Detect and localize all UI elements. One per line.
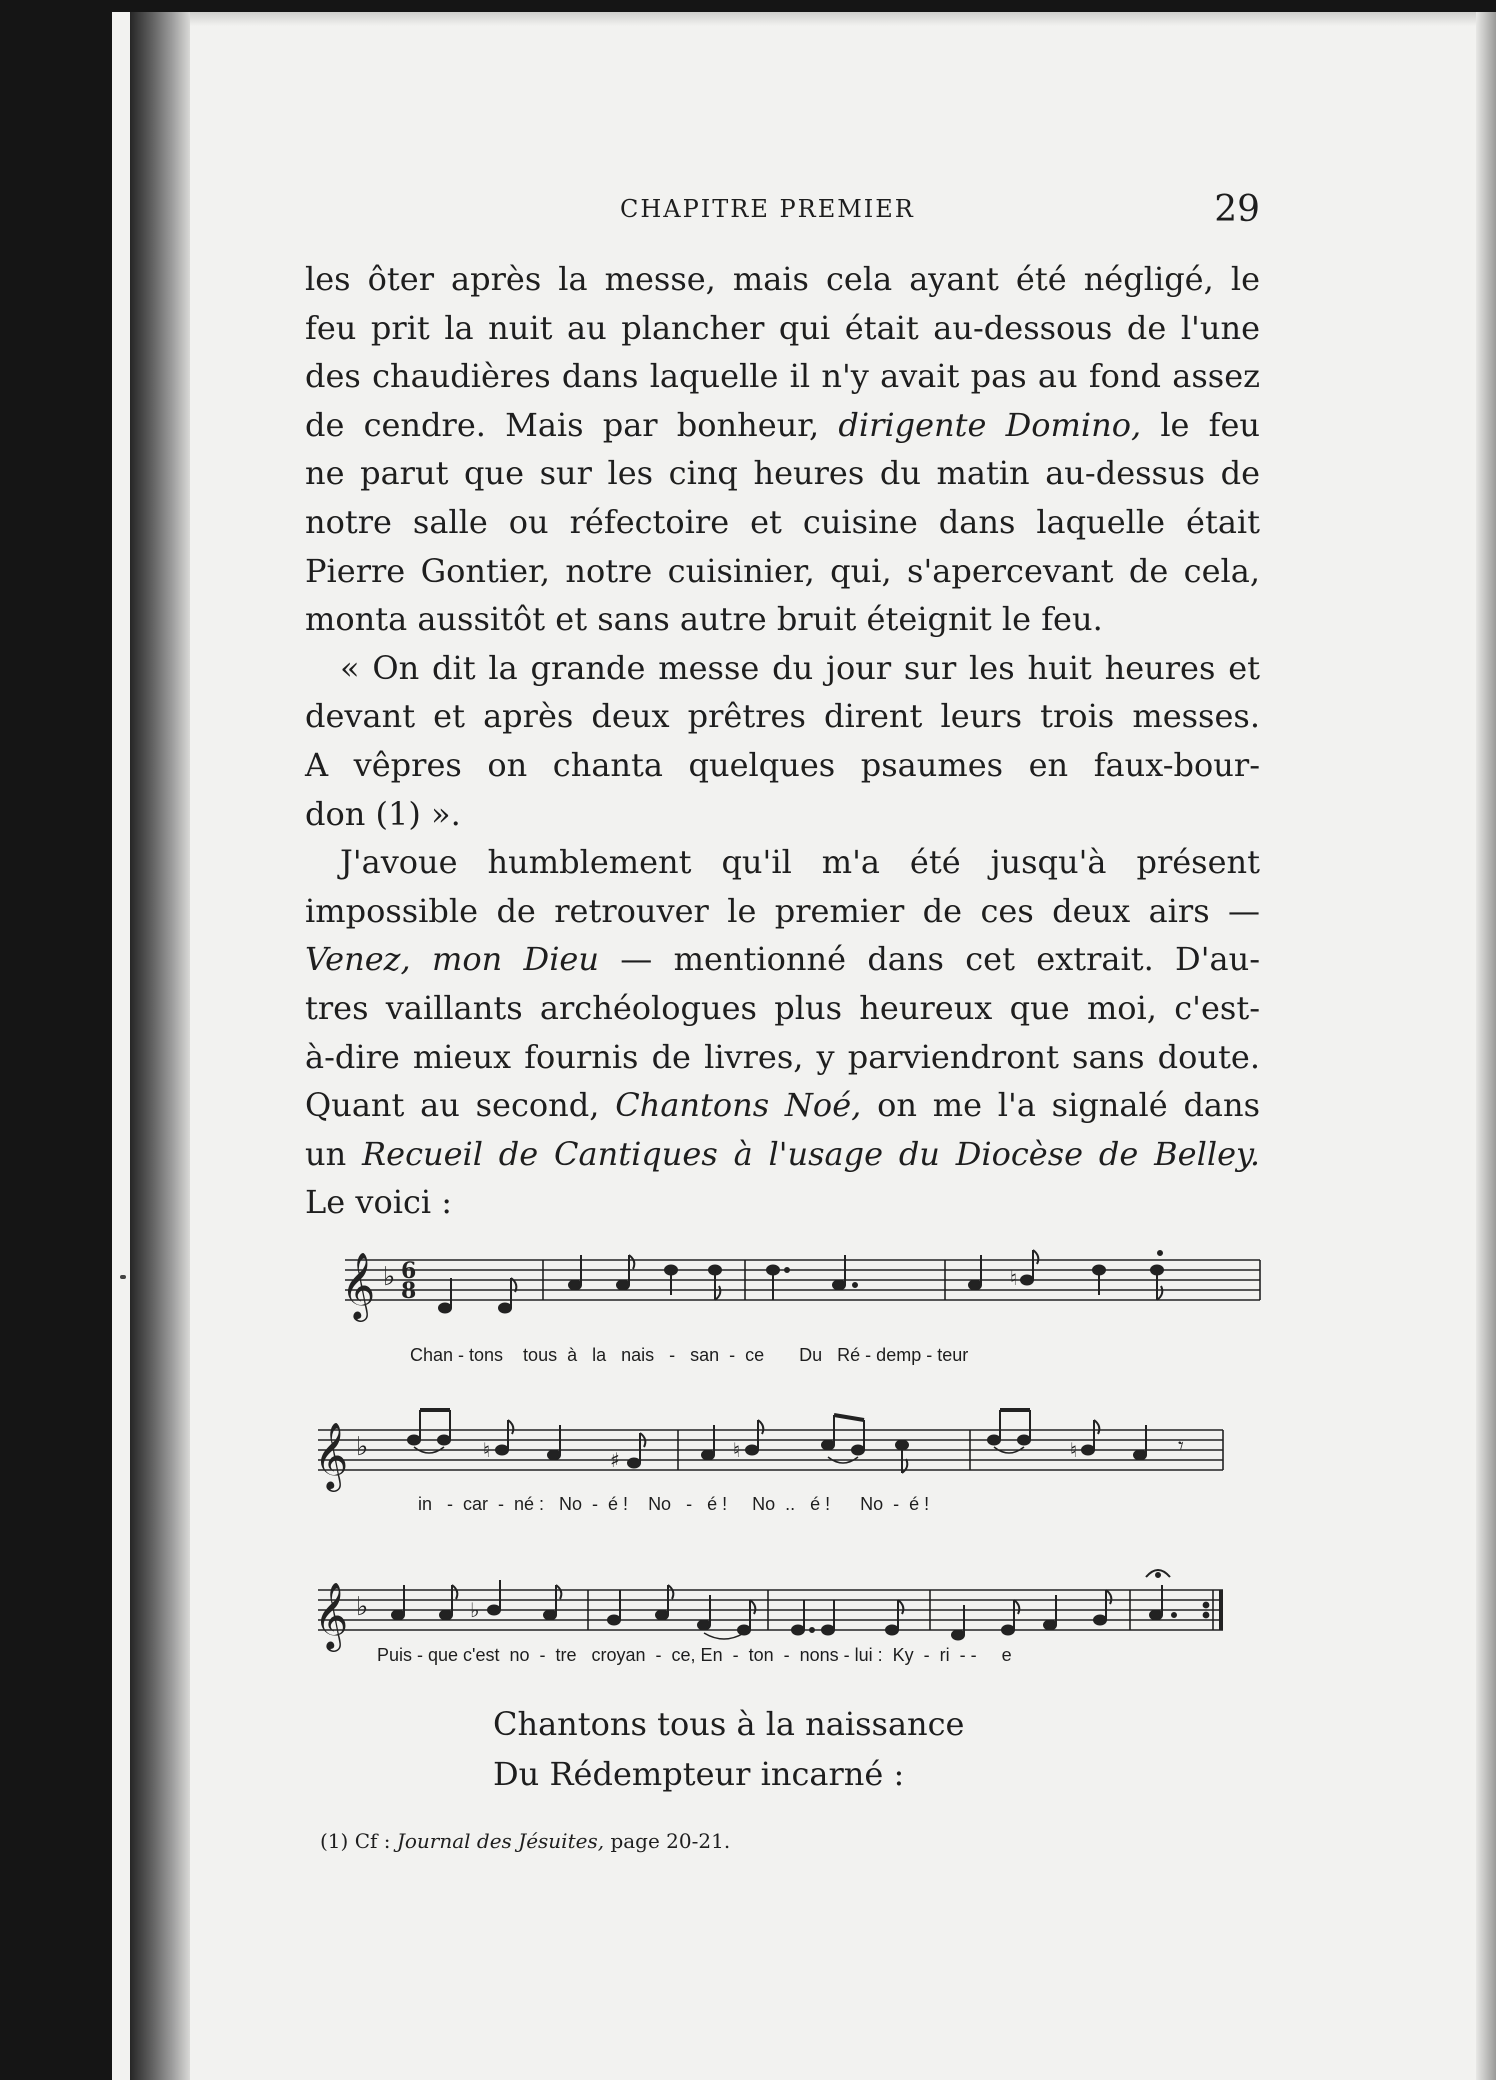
text-line: Le voici :: [305, 1183, 453, 1222]
text-line: [305, 1130, 1260, 1179]
scan-speck: [120, 1275, 126, 1279]
text-line: A vêpres on chanta quelques psaumes en faux-bour-: [305, 745, 1260, 784]
svg-text:♯: ♯: [610, 1448, 620, 1472]
text-run: Quant au second,: [305, 1086, 600, 1125]
treble-clef-icon: 𝄞: [341, 1251, 376, 1319]
footnote-prefix: (1) Cf :: [320, 1829, 391, 1853]
italic-phrase: Chantons Noé,: [615, 1086, 862, 1125]
svg-text:6: 6: [401, 1258, 417, 1284]
svg-text:♭: ♭: [356, 1432, 369, 1462]
page-right-edge: [1476, 12, 1496, 2080]
paragraph-2: [305, 644, 1260, 838]
text-line: notre salle ou réfectoire et cuisine dans laquelle était: [305, 502, 1260, 541]
page-number: 29: [1214, 189, 1260, 230]
text-line: J'avoue humblement qu'il m'a été jusqu'à présent: [340, 843, 1260, 882]
text-line: don (1) ».: [305, 794, 461, 833]
text-line: « On dit la grande messe du jour sur les huit heures et: [340, 648, 1260, 687]
svg-text:♭: ♭: [383, 1262, 396, 1292]
text-run: un: [305, 1134, 347, 1173]
svg-text:𝄾: 𝄾: [1178, 1434, 1184, 1459]
text-run: le feu: [1160, 405, 1261, 444]
svg-text:♮: ♮: [483, 1438, 491, 1462]
music-staff-1: [341, 1245, 1270, 1340]
footnote-suffix: page 20-21.: [610, 1829, 731, 1853]
treble-clef-icon: 𝄞: [314, 1581, 349, 1649]
page-top-edge: [190, 12, 1476, 26]
svg-text:8: 8: [401, 1278, 417, 1304]
italic-phrase: Recueil de Cantiques à l'usage du Diocèse de Belley.: [362, 1134, 1261, 1173]
music-staff-2: [314, 1395, 1243, 1505]
verse-line-1: Chantons tous à la naissance: [493, 1705, 965, 1743]
text-line: impossible de retrouver le premier de ces deux airs —: [305, 891, 1260, 930]
running-title: CHAPITRE PREMIER: [620, 195, 915, 223]
verse-line-2: Du Rédempteur incarné :: [493, 1755, 905, 1793]
text-line: [305, 1081, 1260, 1130]
text-line: feu prit la nuit au plancher qui était au-dessous de l'une: [305, 308, 1260, 347]
text-line: monta aussitôt et sans autre bruit éteignit le feu.: [305, 600, 1103, 639]
italic-phrase: Venez, mon Dieu: [305, 940, 599, 979]
lyrics-line-3: Puis - que c'est no - tre croyan - ce, En - ton - nons - lui : Ky - ri - - e: [377, 1645, 1012, 1665]
text-line: les ôter après la messe, mais cela ayant été négligé, le: [305, 260, 1260, 298]
text-line: des chaudières dans laquelle il n'y avait pas au fond assez: [305, 357, 1260, 396]
body-text: [305, 255, 1260, 1227]
treble-clef-icon: 𝄞: [314, 1421, 349, 1489]
book-spine-shadow: [130, 12, 190, 2080]
text-line: Pierre Gontier, notre cuisinier, qui, s'apercevant de cela,: [305, 551, 1260, 590]
text-line: ne parut que sur les cinq heures du matin au-dessus de: [305, 454, 1260, 493]
text-line: devant et après deux prêtres dirent leurs trois messes.: [305, 697, 1260, 736]
svg-text:♭: ♭: [356, 1592, 369, 1622]
text-run: de cendre. Mais par bonheur,: [305, 405, 820, 444]
text-line: [305, 935, 1260, 984]
running-header: [305, 189, 1260, 235]
svg-text:♭: ♭: [470, 1598, 480, 1622]
text-line: [305, 401, 1260, 450]
svg-text:♮: ♮: [733, 1438, 741, 1462]
paragraph-1: [305, 255, 1260, 644]
italic-phrase: dirigente Domino,: [838, 405, 1142, 444]
lyrics-line-2: in - car - né : No - é ! No - é ! No .. é ! No - é !: [418, 1494, 930, 1514]
text-run: — mentionné dans cet extrait. D'au-: [620, 940, 1260, 979]
paragraph-3: [305, 838, 1260, 1227]
footnote-title: Journal des Jésuites,: [396, 1829, 605, 1853]
text-run: on me l'a signalé dans: [877, 1086, 1261, 1125]
footnote: [320, 1829, 730, 1853]
lyrics-line-1: Chan - tons tous à la nais - san - ce Du Ré - demp - teur: [410, 1345, 969, 1365]
svg-text:♮: ♮: [1070, 1438, 1078, 1462]
music-staff-3: [314, 1545, 1243, 1655]
text-line: tres vaillants archéologues plus heureux que moi, c'est-: [305, 988, 1260, 1027]
text-line: à-dire mieux fournis de livres, y parviendront sans doute.: [305, 1037, 1260, 1076]
svg-text:♮: ♮: [1010, 1266, 1018, 1290]
